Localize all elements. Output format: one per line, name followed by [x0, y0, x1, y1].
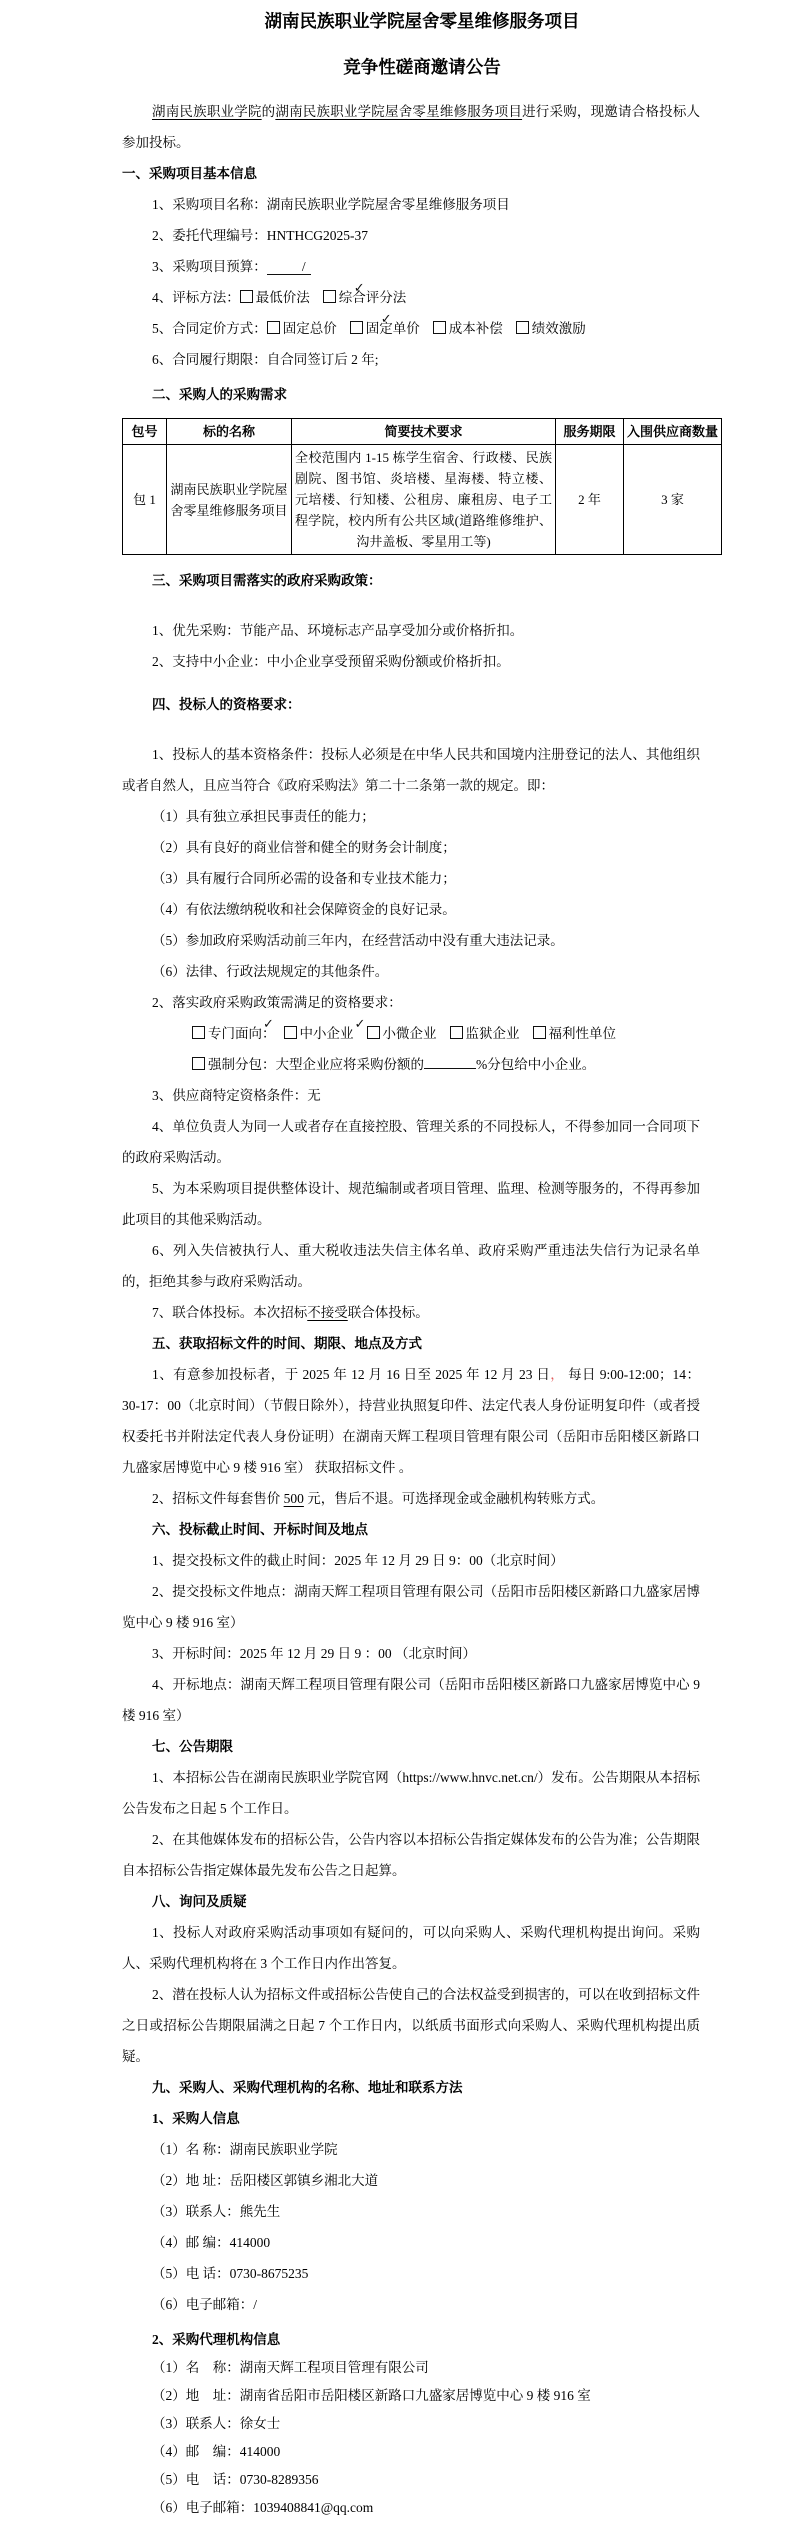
package-cell: 包 1: [123, 445, 167, 555]
buyer-contact-line: （3）联系人：熊先生: [152, 2204, 281, 2219]
section-1-heading: 一、采购项目基本信息: [122, 166, 257, 181]
pricing-method-line: 5、合同定价方式： 固定总价 ✓ 固定单价 成本补偿 绩效激励: [122, 313, 722, 344]
opening-place-paragraph: 4、开标地点：湖南天辉工程项目管理有限公司（岳阳市岳阳楼区新路口九盛家居博览中心 9 楼 916 室）: [122, 1677, 700, 1723]
subject-name-cell: 湖南民族职业学院屋舍零星维修服务项目: [167, 445, 292, 555]
agent-info-block: [122, 2326, 722, 2522]
buyer-name-line: （1）名 称：湖南民族职业学院: [152, 2142, 338, 2157]
challenge-paragraph: 2、潜在投标人认为招标文件或招标公告使自己的合法权益受到损害的，可以在收到招标文件之日或招标公告期限届满之日起 7 个工作日内，以纸质书面形式向采购人、采购代理机构提出质疑。: [122, 1987, 700, 2064]
table-header-cell: 入围供应商数量: [624, 419, 722, 445]
announcement-publish-paragraph: 1、本招标公告在湖南民族职业学院官网（https://www.hnvc.net.cn/）发布。公告期限从本招标公告发布之日起 5 个工作日。: [122, 1770, 700, 1816]
checkbox-checked-icon: [350, 321, 363, 334]
checkbox-checked-icon: [323, 290, 336, 303]
red-comma: ，: [550, 1367, 565, 1382]
forced-subcontract-line: 强制分包：大型企业应将采购份额的 %分包给中小企业。: [122, 1049, 722, 1080]
specific-qualification-line: 3、供应商特定资格条件：无: [152, 1088, 321, 1103]
opening-time-line: 3、开标时间：2025 年 12 月 29 日 9 ：00 （北京时间）: [152, 1646, 476, 1661]
checkbox-unchecked-icon: [533, 1026, 546, 1039]
dedicated-procurement-line: ✓专门面向： ✓ 中小企业 小微企业 监狱企业 福利性单位: [122, 1018, 722, 1049]
document-title-line1: 湖南民族职业学院屋舍零星维修服务项目: [264, 11, 580, 31]
agent-postcode-line: （4）邮 编：414000: [152, 2444, 281, 2459]
project-name-line: 1、采购项目名称：湖南民族职业学院屋舍零星维修服务项目: [152, 197, 510, 212]
checkbox-unchecked-icon: [433, 321, 446, 334]
technical-requirements-cell: 全校范围内 1-15 栋学生宿舍、行政楼、民族剧院、图书馆、炎培楼、星海楼、特立楼、元培楼、行知楼、公租房、廉租房、电子工程学院，校内所有公共区域(道路维修维护、沟井盖板、零星用工等): [292, 445, 556, 555]
agent-email-line: （6）电子邮箱：1039408841@qq.com: [152, 2500, 374, 2515]
budget-blank: /: [267, 259, 311, 275]
section-8-heading: 八、询问及质疑: [152, 1894, 247, 1909]
submission-place-paragraph: 2、提交投标文件地点：湖南天辉工程项目管理有限公司（岳阳市岳阳楼区新路口九盛家居博览中心 9 楼 916 室）: [122, 1584, 700, 1630]
evaluation-method-line: 4、评标方法： 最低价法 ✓ 综合评分法: [122, 282, 722, 313]
buyer-address-line: （2）地 址：岳阳楼区郭镇乡湘北大道: [152, 2173, 379, 2188]
document-title-line2: 竞争性磋商邀请公告: [343, 57, 501, 77]
requirements-table: [122, 418, 722, 555]
consortium-bid-line: 7、联合体投标。本次招标不接受联合体投标。: [152, 1305, 429, 1320]
section-9-heading: 九、采购人、采购代理机构的名称、地址和联系方法: [152, 2080, 463, 2095]
document-obtain-paragraph: 1、有意参加投标者，于 2025 年 12 月 16 日至 2025 年 12 月 23 日， 每日 9:00-12:00；14：30-17：00（北京时间）（节假日除外），持营业执照复印件、法定代表人身份证明复印件（或者授权委托书并附法定代表人身份证明）在湖南天辉工程项目管理有限公司（岳阳市岳阳楼区新路口九盛家居博览中心 9 楼 916 室） 获取招标文件 。: [122, 1367, 701, 1475]
checkbox-unchecked-icon: [267, 321, 280, 334]
buyer-info-heading: 1、采购人信息: [152, 2111, 240, 2126]
agent-contact-line: （3）联系人：徐女士: [152, 2416, 281, 2431]
table-header-cell: 包号: [123, 419, 167, 445]
percentage-blank: [424, 1055, 476, 1069]
table-row: [123, 445, 722, 555]
buyer-postcode-line: （4）邮 编：414000: [152, 2235, 271, 2250]
priority-procurement-line: 1、优先采购：节能产品、环境标志产品享受加分或价格折扣。: [152, 623, 524, 638]
section-7-heading: 七、公告期限: [152, 1739, 233, 1754]
budget-line: 3、采购项目预算： /: [122, 251, 722, 282]
qualification-sub-item: （2）具有良好的商业信誉和健全的财务会计制度；: [152, 840, 456, 855]
qualification-sub-item: （5）参加政府采购活动前三年内，在经营活动中没有重大违法记录。: [152, 933, 564, 948]
design-service-restriction-paragraph: 5、为本采购项目提供整体设计、规范编制或者项目管理、监理、检测等服务的，不得再参加此项目的其他采购活动。: [122, 1181, 700, 1227]
checkbox-checked-icon: [192, 1026, 205, 1039]
agent-name-line: （1）名 称：湖南天辉工程项目管理有限公司: [152, 2360, 429, 2375]
inquiry-paragraph: 1、投标人对政府采购活动事项如有疑问的，可以向采购人、采购代理机构提出询问。采购人、采购代理机构将在 3 个工作日内作出答复。: [122, 1925, 700, 1971]
section-4-heading: 四、投标人的资格要求：: [152, 697, 301, 712]
buyer-email-line: （6）电子邮箱：/: [152, 2297, 258, 2312]
qualification-sub-item: （4）有依法缴纳税收和社会保障资金的良好记录。: [152, 902, 456, 917]
checkbox-unchecked-icon: [192, 1057, 205, 1070]
section-3-heading: 三、采购项目需落实的政府采购政策：: [152, 573, 382, 588]
service-period-cell: 2 年: [556, 445, 624, 555]
same-responsible-person-paragraph: 4、单位负责人为同一人或者存在直接控股、管理关系的不同投标人，不得参加同一合同项下的政府采购活动。: [122, 1119, 700, 1165]
policy-qualification-line: 2、落实政府采购政策需满足的资格要求：: [152, 995, 402, 1010]
checkbox-unchecked-icon: [367, 1026, 380, 1039]
agency-number-line: 2、委托代理编号：HNTHCG2025-37: [152, 228, 368, 243]
table-header-cell: 标的名称: [167, 419, 292, 445]
project-name-underlined: 湖南民族职业学院屋舍零星维修服务项目: [275, 104, 523, 119]
table-header-row: [123, 419, 722, 445]
buyer-name-underlined: 湖南民族职业学院: [152, 104, 262, 119]
price-underlined: 500: [283, 1491, 304, 1506]
section-5-heading: 五、获取招标文件的时间、期限、地点及方式: [152, 1336, 422, 1351]
intro-paragraph: [122, 96, 722, 158]
intro-text-tail: 进行采购，现邀请合格投标人参加投标。: [122, 104, 701, 150]
checkbox-checked-icon: [284, 1026, 297, 1039]
agent-info-heading: 2、采购代理机构信息: [152, 2332, 281, 2347]
qualification-sub-item: （6）法律、行政法规规定的其他条件。: [152, 964, 389, 979]
checkbox-unchecked-icon: [240, 290, 253, 303]
section-6-heading: 六、投标截止时间、开标时间及地点: [152, 1522, 368, 1537]
contract-period-line: 6、合同履行期限：自合同签订后 2 年;: [152, 352, 379, 367]
table-header-cell: 服务期限: [556, 419, 624, 445]
qualification-sub-item: （3）具有履行合同所必需的设备和专业技术能力；: [152, 871, 456, 886]
basic-qualification-paragraph: 1、投标人的基本资格条件：投标人必须是在中华人民共和国境内注册登记的法人、其他组织或者自然人，且应当符合《政府采购法》第二十二条第一款的规定。即：: [122, 747, 700, 793]
dishonesty-list-paragraph: 6、列入失信被执行人、重大税收违法失信主体名单、政府采购严重违法失信行为记录名单的，拒绝其参与政府采购活动。: [122, 1243, 700, 1289]
agent-address-line: （2）地 址：湖南省岳阳市岳阳楼区新路口九盛家居博览中心 9 楼 916 室: [152, 2388, 591, 2403]
document-price-line: 2、招标文件每套售价 500 元，售后不退。可选择现金或金融机构转账方式。: [152, 1491, 605, 1506]
other-media-paragraph: 2、在其他媒体发布的招标公告，公告内容以本招标公告指定媒体发布的公告为准；公告期限自本招标公告指定媒体最先发布公告之日起算。: [122, 1832, 700, 1878]
intro-text: 的: [261, 104, 276, 119]
sme-support-line: 2、支持中小企业：中小企业享受预留采购份额或价格折扣。: [152, 654, 510, 669]
agent-phone-line: （5）电 话：0730-8289356: [152, 2472, 319, 2487]
buyer-phone-line: （5）电 话：0730-8675235: [152, 2266, 309, 2281]
not-accepted-underlined: 不接受: [307, 1305, 348, 1320]
qualification-sub-item: （1）具有独立承担民事责任的能力；: [152, 809, 375, 824]
supplier-count-cell: 3 家: [624, 445, 722, 555]
checkbox-unchecked-icon: [516, 321, 529, 334]
section-2-heading: 二、采购人的采购需求: [152, 387, 287, 402]
checkbox-unchecked-icon: [450, 1026, 463, 1039]
submission-deadline-line: 1、提交投标文件的截止时间：2025 年 12 月 29 日 9：00（北京时间）: [152, 1553, 564, 1568]
table-header-cell: 简要技术要求: [292, 419, 556, 445]
